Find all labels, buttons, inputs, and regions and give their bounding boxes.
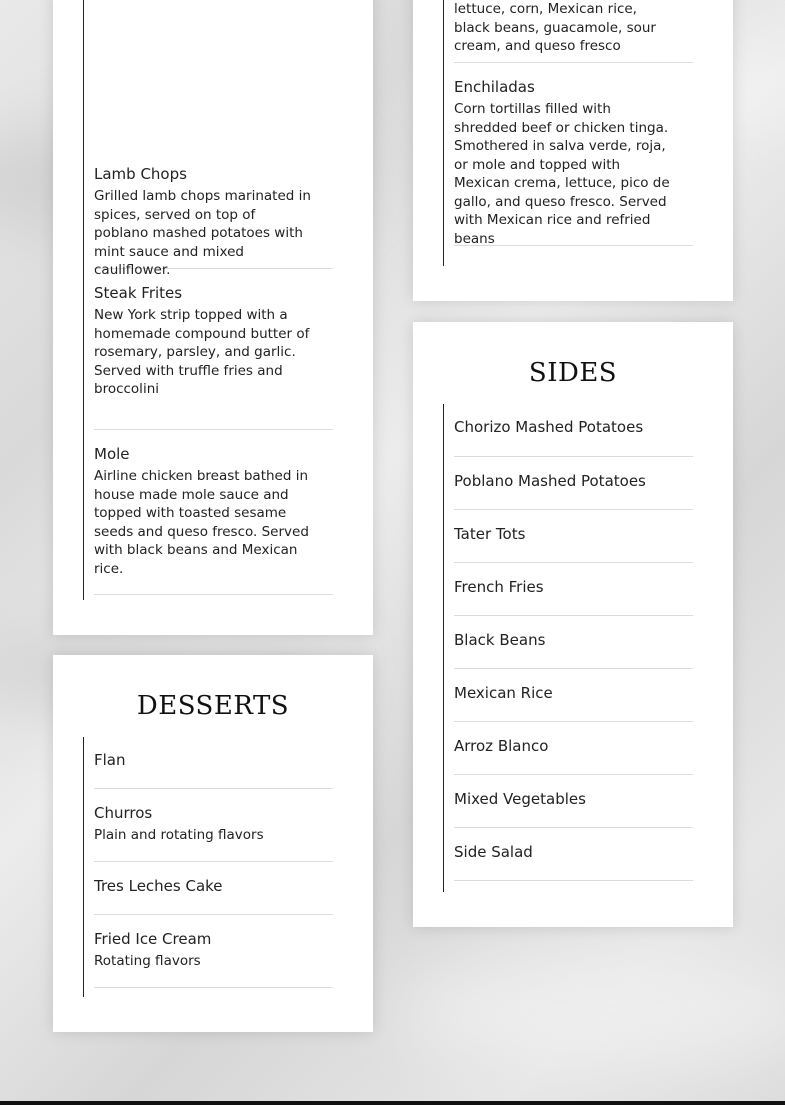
menu-item-description: Corn tortillas filled with shredded beef or chicken tinga. Smothered in salva verde, roja, or mole and topped with Mexican crema, lettuce, pico de gallo, and queso fresco. Served with Mexican rice and refried beans (454, 101, 670, 247)
menu-item-description: Rotating flavors (94, 953, 201, 969)
menu-item-name: Churros (94, 804, 153, 822)
menu-item-name: Chorizo Mashed Potatoes (454, 418, 644, 436)
menu-item-name: Flan (94, 751, 126, 769)
sides-item-list (454, 417, 693, 881)
menu-item-description: New York strip topped with a homemade compound butter of rosemary, parsley, and garlic. Served with truffle fries and broccolini (94, 307, 310, 397)
sides-card (413, 322, 733, 927)
menu-item (94, 915, 333, 988)
menu-item (94, 789, 333, 862)
entrees-item-list (454, 0, 693, 246)
menu-item-name: Poblano Mashed Potatoes (454, 472, 646, 490)
menu-item (94, 164, 333, 278)
menu-item-name: French Fries (454, 578, 544, 596)
card-divider-line (443, 0, 444, 266)
desserts-card (53, 655, 373, 1032)
menu-item (454, 457, 693, 510)
menu-item-name: Enchiladas (454, 78, 535, 96)
desserts-item-list (94, 750, 333, 988)
menu-item-description: Plain and rotating flavors (94, 827, 264, 843)
menu-item-description: Grilled lamb chops marinated in spices, served on top of poblano mashed potatoes with mint sauce and mixed cauliflower. (94, 188, 311, 278)
menu-item-name: Side Salad (454, 843, 533, 861)
menu-item (454, 0, 693, 63)
section-title: DESSERTS (136, 691, 290, 721)
menu-item (454, 510, 693, 563)
menu-item (94, 430, 333, 595)
mains-card (53, 0, 373, 635)
menu-item-name: Arroz Blanco (454, 737, 549, 755)
menu-item (454, 616, 693, 669)
menu-item-name: Lamb Chops (94, 165, 187, 183)
menu-item-name: Tater Tots (454, 525, 526, 543)
card-divider-line (83, 737, 84, 997)
menu-item (454, 63, 693, 246)
background-streak (400, 950, 785, 1070)
section-title: SIDES (528, 358, 618, 388)
menu-item-description: lettuce, corn, Mexican rice, black beans, guacamole, sour cream, and queso fresco (454, 1, 656, 54)
menu-item (94, 750, 333, 789)
mains-item-list (94, 164, 333, 595)
menu-item (454, 417, 693, 457)
menu-item-name: Tres Leches Cake (94, 877, 223, 895)
menu-item-name: Black Beans (454, 631, 546, 649)
card-divider-line (83, 0, 84, 600)
menu-item (94, 862, 333, 915)
menu-item-name: Mexican Rice (454, 684, 553, 702)
menu-item-name: Fried Ice Cream (94, 930, 212, 948)
card-divider-line (443, 404, 444, 892)
menu-item (454, 722, 693, 775)
menu-item-name: Mixed Vegetables (454, 790, 586, 808)
page-bottom-bar (0, 1101, 785, 1105)
menu-item-name: Steak Frites (94, 284, 183, 302)
menu-item-description: Airline chicken breast bathed in house made mole sauce and topped with toasted sesame seeds and queso fresco. Served with black beans and Mexican rice. (94, 468, 309, 577)
menu-item (454, 828, 693, 881)
entrees-card (413, 0, 733, 301)
menu-item (94, 269, 333, 430)
menu-item (454, 669, 693, 722)
menu-item (454, 563, 693, 616)
menu-item (454, 775, 693, 828)
menu-item-name: Mole (94, 445, 130, 463)
